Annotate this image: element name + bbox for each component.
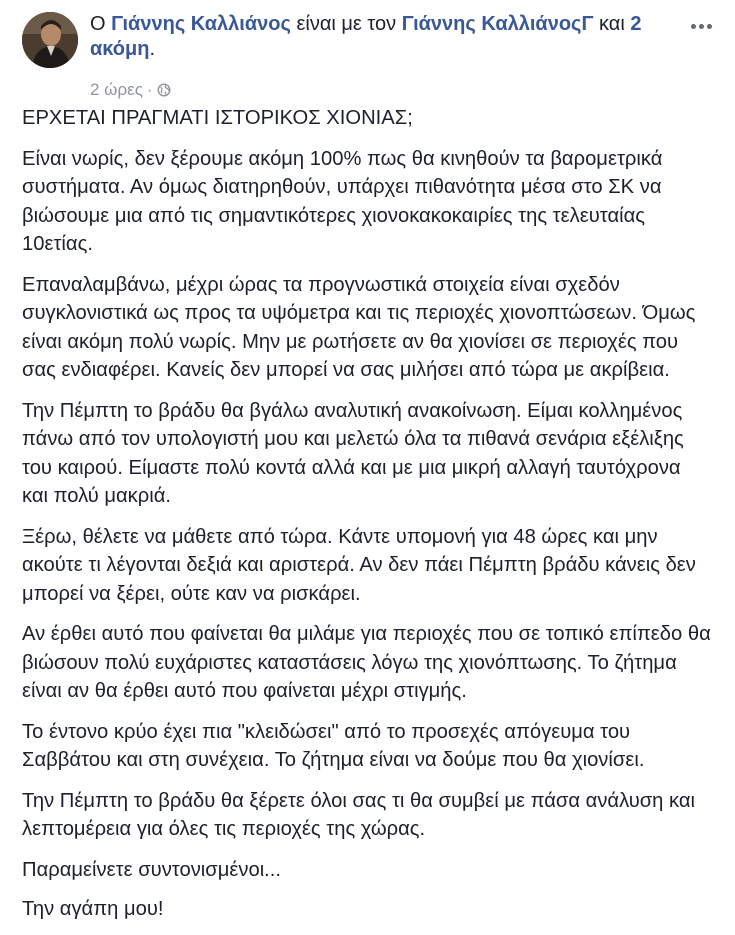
with-text: είναι με τον xyxy=(296,13,397,35)
post-paragraph: Παραμείνετε συντονισμένοι... xyxy=(22,858,282,881)
post-paragraph: Την Πέμπτη το βράδυ θα ξέρετε όλοι σας τι θα συμβεί με πάσα ανάλυση και λεπτομέρεια για όλες τις περιοχές της χώρας. xyxy=(22,789,696,840)
tagged-user-link[interactable]: Γιάννης ΚαλλιάνοςΓ xyxy=(401,13,594,35)
globe-icon[interactable] xyxy=(157,83,171,97)
post-paragraph: Επαναλαμβάνω, μέχρι ώρας τα προγνωστικά στοιχεία είναι σχεδόν συγκλονιστικά ως προς τα υψόμετρα και τις περιοχές χιονοπτώσεων. Όμως είναι ακόμη πολύ νωρίς. Μην με ρωτήσετε αν θα χιονίσει σε περιοχές που σας ενδιαφέρει. Κανείς δεν μπορεί να σας μιλήσει από τώρα με ακρίβεια. xyxy=(22,273,696,381)
others-link[interactable]: 2 ακόμη xyxy=(90,13,642,60)
meta-separator: · xyxy=(146,80,153,99)
post-meta xyxy=(90,80,171,100)
dot-icon xyxy=(691,24,696,29)
author-avatar[interactable] xyxy=(22,12,78,68)
avatar-image xyxy=(22,12,78,68)
dot-icon xyxy=(699,24,704,29)
and-text: και xyxy=(599,13,625,35)
post-header xyxy=(22,12,702,99)
post-options-button[interactable] xyxy=(686,16,716,36)
post-headline xyxy=(90,12,665,62)
post-paragraph: Την αγάπη μου! xyxy=(22,898,164,920)
author-name-link[interactable]: Γιάννης Καλλιάνος xyxy=(111,13,291,35)
headline-period: . xyxy=(149,38,156,60)
post-paragraph: Την Πέμπτη το βράδυ θα βγάλω αναλυτική ανακοίνωση. Είμαι κολλημένος πάνω από τον υπολογιστή μου και μελετώ όλα τα πιθανά σενάρια εξέλιξης του καιρού. Είμαστε πολύ κοντά αλλά και με μια μικρή αλλαγή ταυτόχρονα και πολύ μακριά. xyxy=(22,399,684,507)
dot-icon xyxy=(707,24,712,29)
post-paragraph: Ξέρω, θέλετε να μάθετε από τώρα. Κάντε υπομονή για 48 ώρες και μην ακούτε τι λέγονται δεξιά και αριστερά. Αν δεν πάει Πέμπτη βράδυ κάνεις δεν μπορεί να ξέρει, ούτε καν να ρισκάρει. xyxy=(22,525,696,605)
post-body xyxy=(22,104,712,935)
post-timestamp[interactable]: 2 ώρες xyxy=(90,80,143,99)
post-paragraph: Το έντονο κρύο έχει πια "κλειδώσει" από το προσεχές απόγευμα του Σαββάτου και στη συνέχεια. Το ζήτημα είναι να δούμε που θα χιονίσει. xyxy=(22,720,645,771)
post-paragraph: Είναι νωρίς, δεν ξέρουμε ακόμη 100% πως θα κινηθούν τα βαρομετρικά συστήματα. Αν όμως διατηρηθούν, υπάρχει πιθανότητα μέσα στο ΣΚ να βιώσουμε μια από τις σημαντικότερες χιονοκακοκαιρίες της τελευταίας 10ετίας. xyxy=(22,147,663,255)
post-paragraph: Αν έρθει αυτό που φαίνεται θα μιλάμε για περιοχές που σε τοπικό επίπεδο θα βιώσουν πολύ ευχάριστες καταστάσεις λόγω της χιονόπτωσης. Το ζήτημα είναι αν θα έρθει αυτό που φαίνεται μέχρι στιγμής. xyxy=(22,623,711,702)
author-prefix: Ο xyxy=(90,13,106,35)
post-paragraph: ΕΡΧΕΤΑΙ ΠΡΑΓΜΑΤΙ ΙΣΤΟΡΙΚΟΣ ΧΙΟΝΙΑΣ; xyxy=(22,107,413,129)
